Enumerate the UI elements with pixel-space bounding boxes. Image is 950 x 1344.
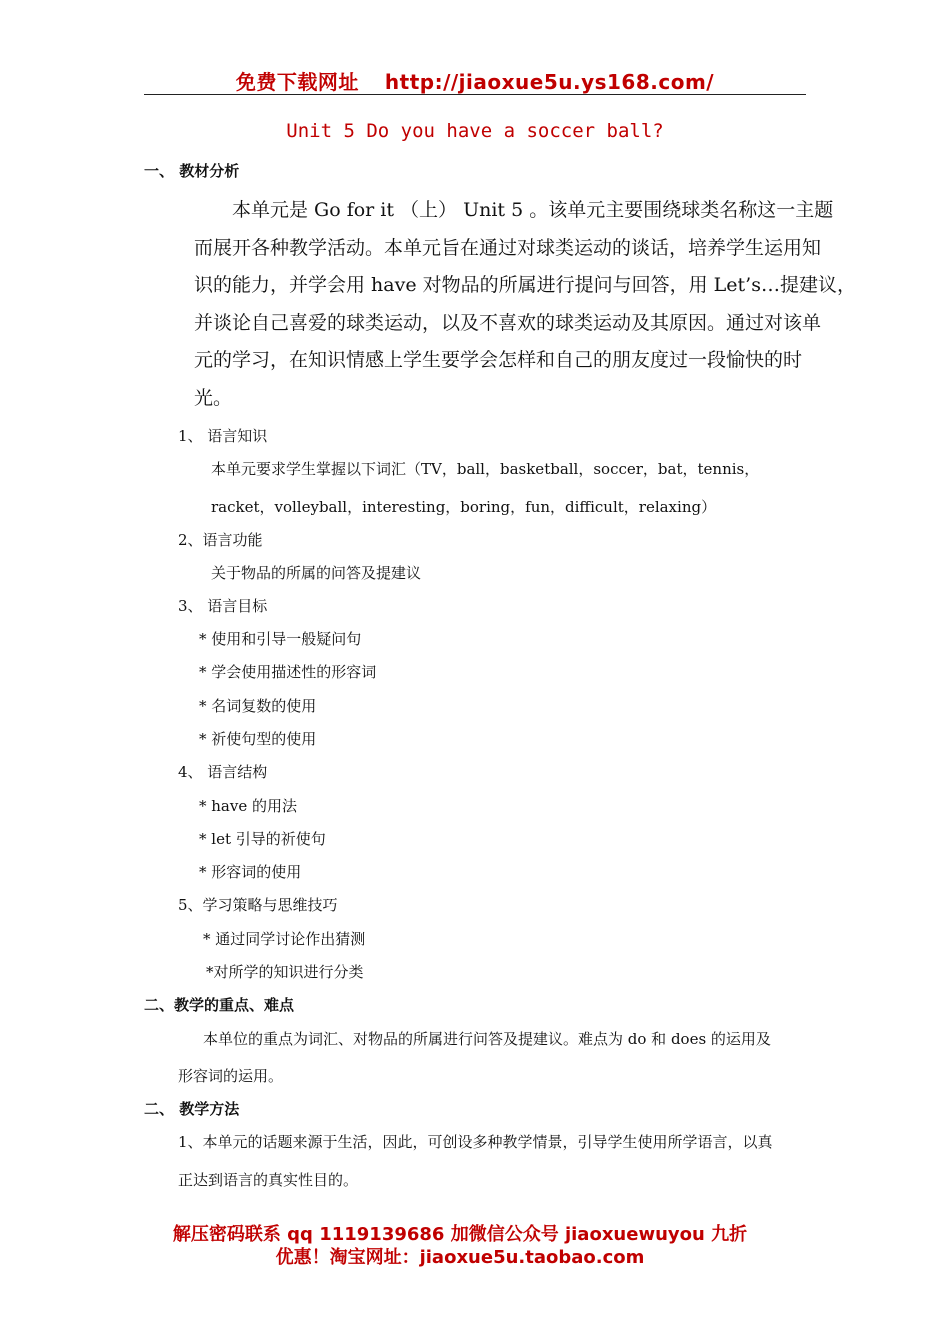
item-5-heading: 5、学习策略与思维技巧 [178,896,338,914]
list-item: *对所学的知识进行分类 [206,963,364,981]
intro-line: 并谈论自己喜爱的球类运动，以及不喜欢的球类运动及其原因。通过对该单 [194,311,822,334]
section-3-heading: 二、 教学方法 [144,1100,240,1118]
list-item: * 形容词的使用 [199,863,302,881]
footer-line-1: 解压密码联系 qq 1119139686 加微信公众号 jiaoxuewuyou 九折 [172,1224,748,1245]
item-4-heading: 4、 语言结构 [178,763,268,781]
download-header [0,66,950,95]
list-item: * 使用和引导一般疑问句 [199,630,362,648]
key-points-line: 本单位的重点为词汇、对物品的所属进行问答及提建议。难点为 do 和 does 的运用及 [203,1030,771,1048]
list-item: * let 引导的祈使句 [199,830,326,848]
header-divider [144,94,806,95]
section-1-heading: 一、 教材分析 [144,162,240,180]
footer-line-2: 优惠！淘宝网址：jiaoxue5u.taobao.com [275,1247,645,1268]
item-1-heading: 1、 语言知识 [178,427,268,445]
list-item: * have 的用法 [199,797,297,815]
intro-line: 光。 [194,386,233,409]
item-2-text: 关于物品的所属的问答及提建议 [211,564,422,582]
header-label: 免费下载网址 [235,70,359,94]
vocab-line: racket，volleyball，interesting，boring，fun，difficult，relaxing） [211,498,717,516]
method-line: 正达到语言的真实性目的。 [178,1171,359,1189]
list-item: * 名词复数的使用 [199,697,317,715]
vocab-line: 本单元要求学生掌握以下词汇（TV，ball，basketball，soccer，bat，tennis， [211,460,760,478]
item-3-heading: 3、 语言目标 [178,597,268,615]
intro-line: 识的能力，并学会用 have 对物品的所属进行提问与回答，用 Let’s…提建议， [194,274,856,296]
intro-paragraph [194,192,856,417]
section-2-heading: 二、教学的重点、难点 [144,996,295,1014]
intro-line: 而展开各种教学活动。本单元旨在通过对球类运动的谈话，培养学生运用知 [194,236,822,259]
key-points-line: 形容词的运用。 [178,1067,284,1085]
list-item: * 祈使句型的使用 [199,730,317,748]
method-line: 1、本单元的话题来源于生活，因此，可创设多种教学情景，引导学生使用所学语言，以真 [178,1133,773,1151]
intro-line: 本单元是 Go for it （上） Unit 5 。该单元主要围绕球类名称这一主题 [232,199,834,221]
header-url-link[interactable]: http://jiaoxue5u.ys168.com/ [384,70,715,94]
intro-line: 元的学习，在知识情感上学生要学会怎样和自己的朋友度过一段愉快的时 [194,349,803,371]
page-title: Unit 5 Do you have a soccer ball? [286,120,664,142]
list-item: * 学会使用描述性的形容词 [199,663,377,681]
list-item: * 通过同学讨论作出猜测 [203,930,366,948]
item-2-heading: 2、语言功能 [178,531,263,549]
